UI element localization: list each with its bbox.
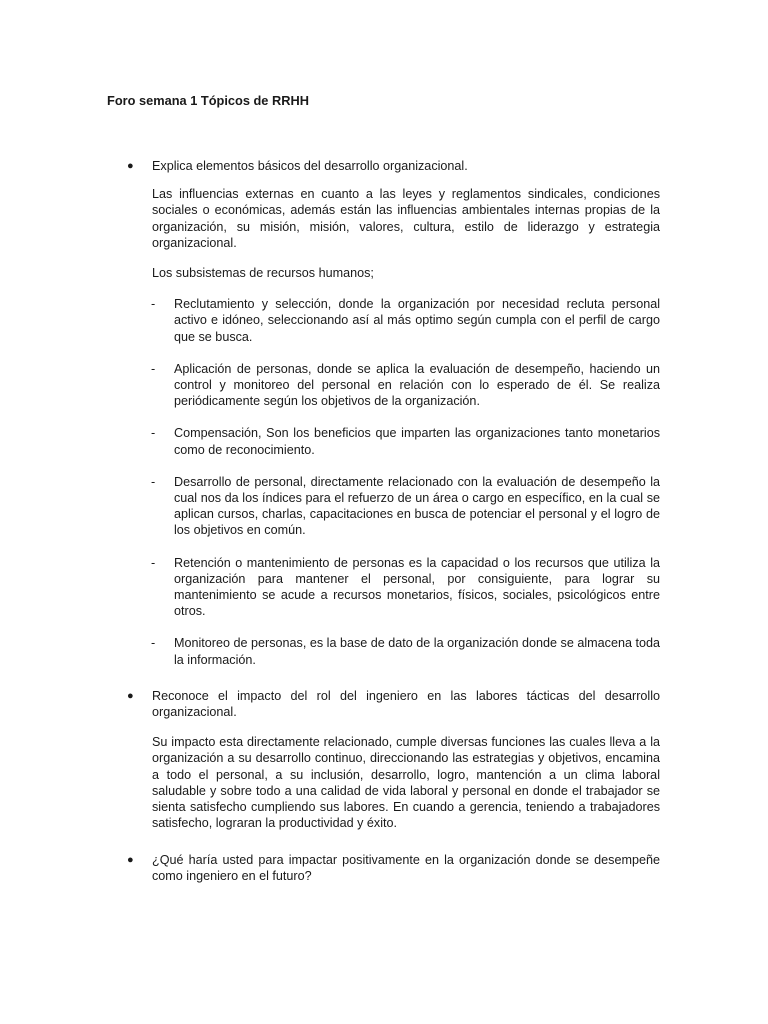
- subsystem-item-3: [0, 425, 768, 457]
- question-3: [0, 852, 768, 884]
- subsystem-item-text: Reclutamiento y selección, donde la organización por necesidad recluta personal activo e idóneo, seleccionando así al más optimo según cumpla con el perfil de cargo que se busca.: [174, 297, 660, 344]
- subsystem-item-2: [0, 361, 768, 410]
- document-title: Foro semana 1 Tópicos de RRHH: [107, 93, 309, 108]
- dash-icon: -: [151, 555, 156, 570]
- subsystem-item-text: Monitoreo de personas, es la base de dato de la organización donde se almacena toda la información.: [174, 636, 660, 667]
- subsystem-item-text: Desarrollo de personal, directamente relacionado con la evaluación de desempeño la cual nos da los índices para el refuerzo de un área o cargo en específico, en la cual se aplican cursos, charlas, capacitaciones en busca de potenciar el personal y el logro de los objetivos en común.: [174, 474, 660, 538]
- dash-icon: -: [151, 474, 156, 489]
- subsystem-item-text: Aplicación de personas, donde se aplica la evaluación de desempeño, haciendo un control y monitoreo del personal en relación con lo esperado de él. Se realiza periódicamente según los objetivos de la organización.: [174, 361, 660, 409]
- bullet-icon: ●: [127, 853, 134, 866]
- dash-icon: -: [151, 636, 156, 651]
- subsystem-item-5: [0, 555, 768, 620]
- subsystem-item-text: Compensación, Son los beneficios que imparten las organizaciones tanto monetarios como de reconocimiento.: [174, 426, 660, 457]
- question-2-text: Reconoce el impacto del rol del ingeniero en las labores tácticas del desarrollo organizacional.: [152, 688, 660, 720]
- answer-2-paragraph: Su impacto esta directamente relacionado, cumple diversas funciones las cuales lleva a la organización a su desarrollo continuo, direccionando las estrategias y objetivos, encamina a todo el personal, a su inclusión, desarrollo, logro, mantención a un clima laboral saludable y sobre todo a una calidad de vida laboral y personal en donde el trabajador se sienta satisfecho cumpliendo sus labores. En cuando a gerencia, teniendo a trabajadores satisfecho, lograran la productividad y éxito.: [152, 735, 660, 831]
- answer-1-paragraph-2: Los subsistemas de recursos humanos;: [152, 266, 374, 281]
- question-2: [0, 688, 768, 720]
- subsystem-item-6: [0, 635, 768, 667]
- subsystem-item-1: [0, 296, 768, 345]
- question-3-text: ¿Qué haría usted para impactar positivamente en la organización donde se desempeñe como ingeniero en el futuro?: [152, 852, 660, 883]
- question-1: [0, 158, 768, 174]
- bullet-icon: ●: [127, 689, 134, 702]
- subsystem-item-text: Retención o mantenimiento de personas es la capacidad o los recursos que utiliza la organización para mantener el personal, por consiguiente, para lograr su mantenimiento se acude a recursos monetarios, físicos, sociales, psicológicos entre otros.: [174, 555, 660, 619]
- dash-icon: -: [151, 426, 156, 441]
- document-body: [0, 158, 768, 884]
- answer-1-paragraph-1: Las influencias externas en cuanto a las leyes y reglamentos sindicales, condiciones sociales o económicas, además están las influencias ambientales internas propias de la organización, su misión, misión, valores, cultura, estilo de liderazgo y estrategia organizacional.: [152, 187, 660, 250]
- bullet-icon: ●: [127, 160, 134, 172]
- dash-icon: -: [151, 297, 156, 312]
- question-1-text: Explica elementos básicos del desarrollo organizacional.: [152, 159, 468, 173]
- subsystem-item-4: [0, 474, 768, 539]
- dash-icon: -: [151, 361, 156, 376]
